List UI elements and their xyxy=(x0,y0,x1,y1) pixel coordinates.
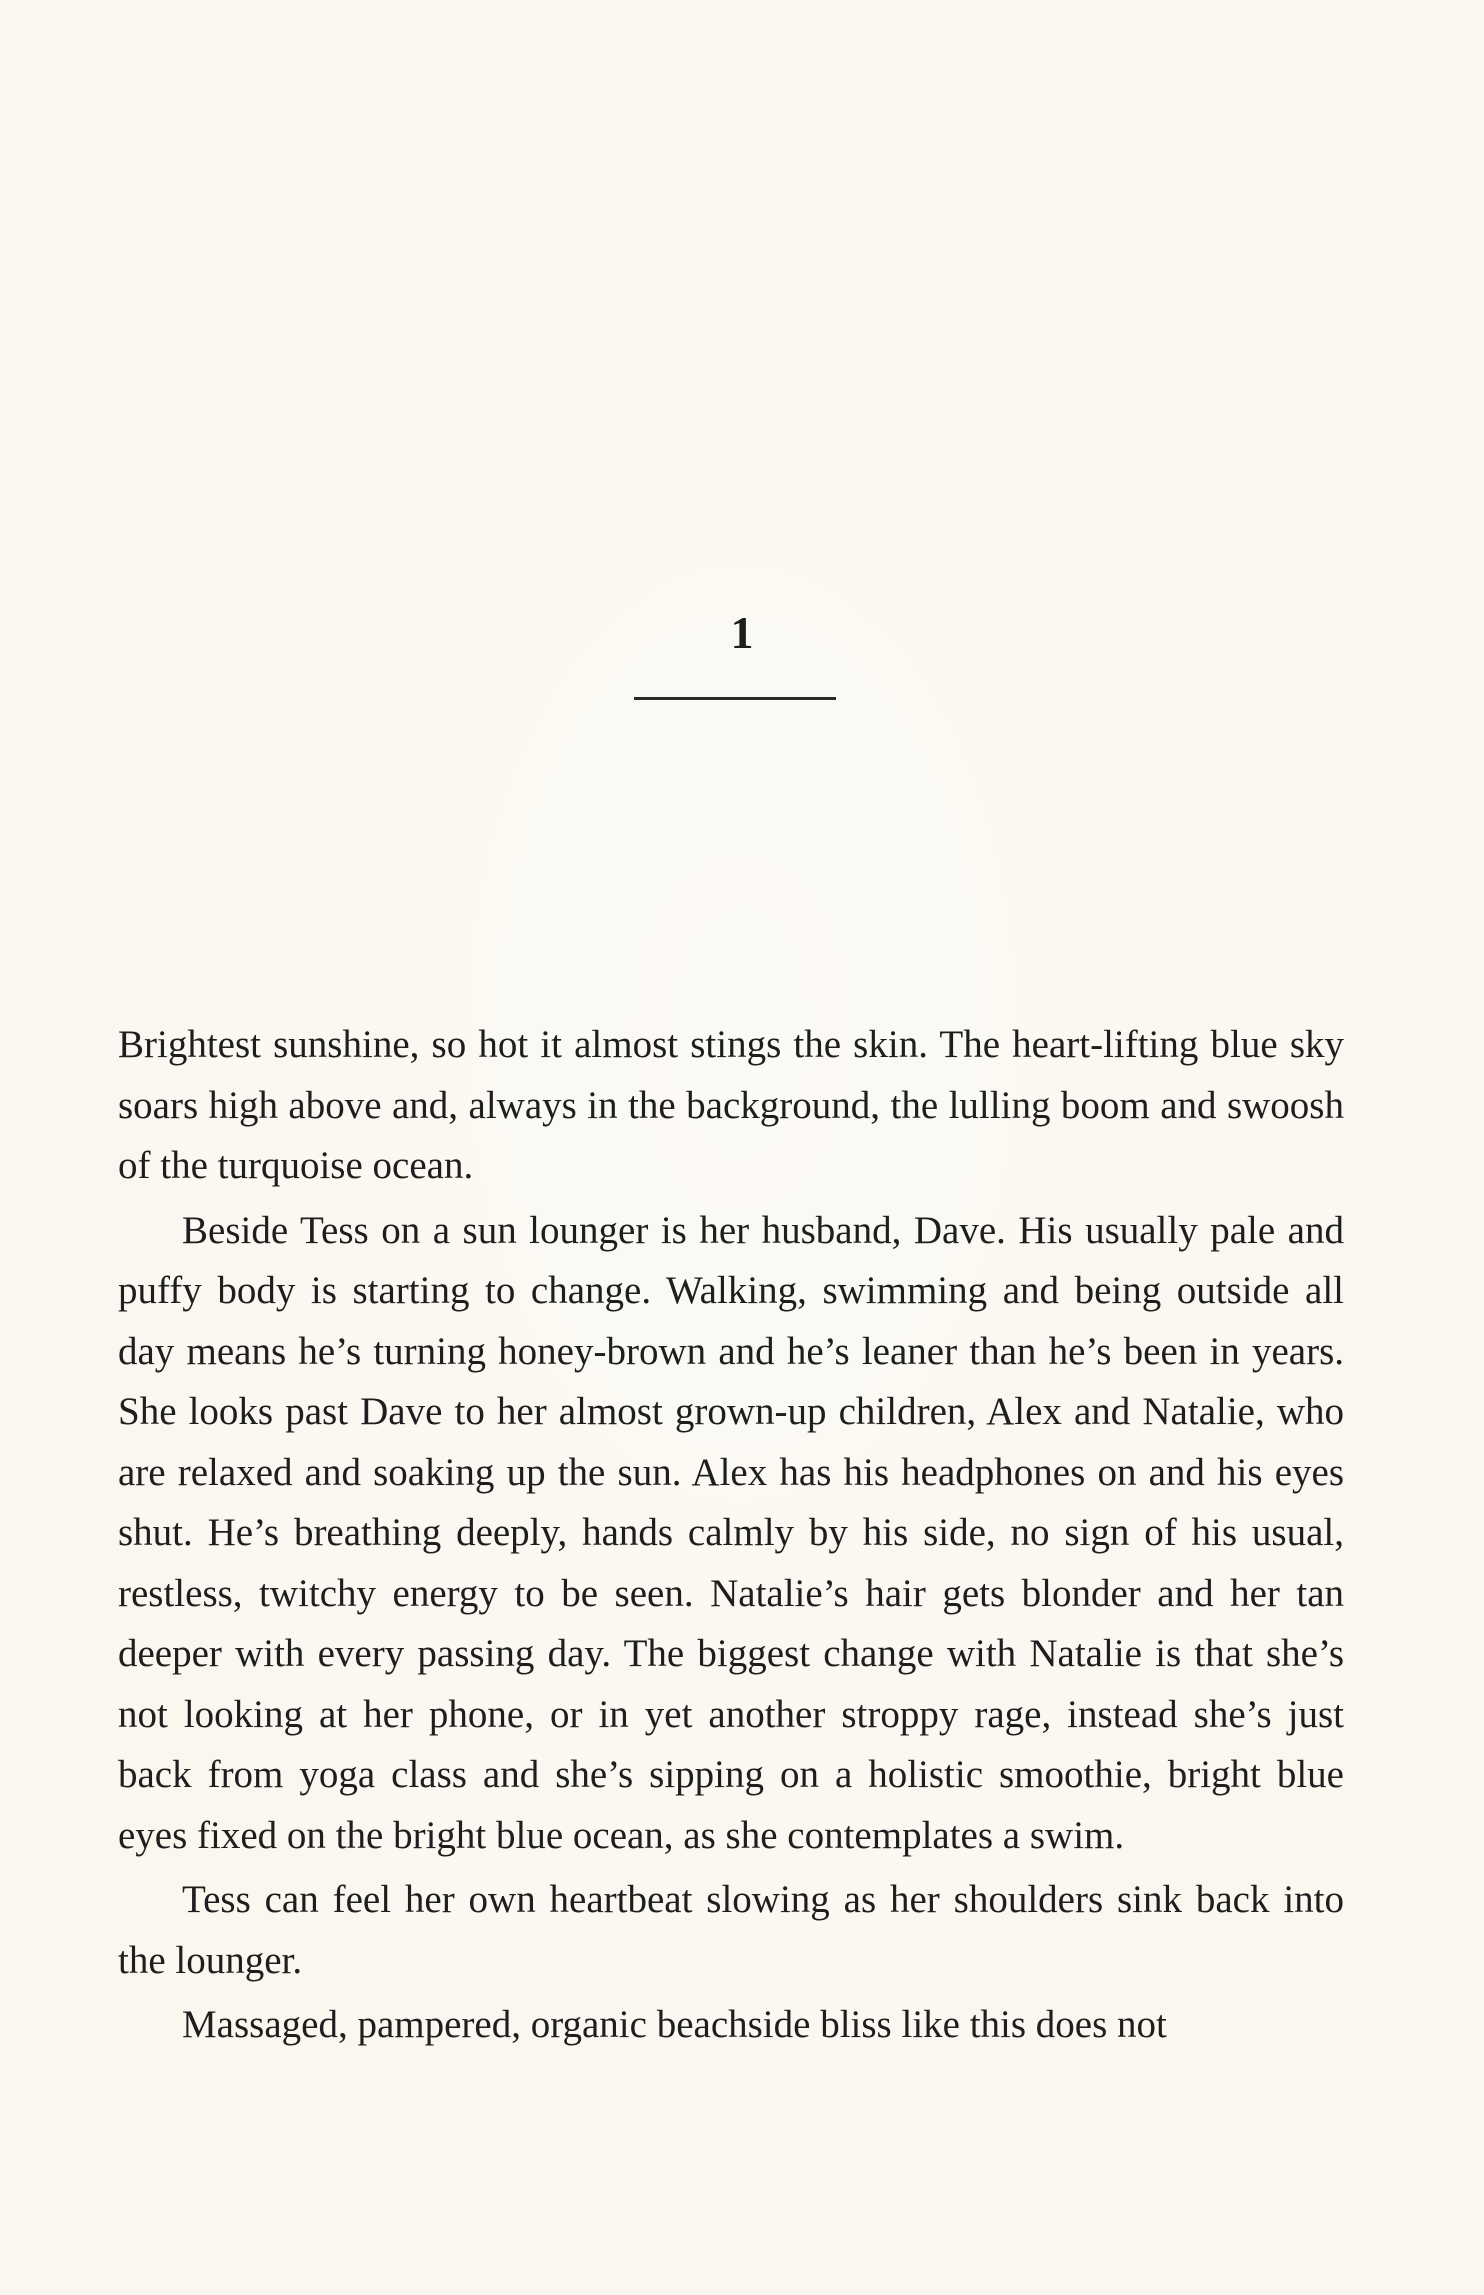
paragraph: Brightest sunshine, so hot it almost stings the skin. The heart-lifting blue sky soars high above and, always in the background, the lulling boom and swoosh of the turquoise ocean. xyxy=(118,1023,1344,1187)
chapter-rule xyxy=(634,697,836,700)
paragraph: Massaged, pampered, organic beachside bliss like this does not xyxy=(182,2003,1167,2046)
paragraph: Beside Tess on a sun lounger is her husband, Dave. His usually pale and puffy body is starting to change. Walking, swimming and being outside all day means he’s turning honey-brown and he’s leaner than he’s been in years. She looks past Dave to her almost grown-up children, Alex and Natalie, who are relaxed and soaking up the sun. Alex has his headphones on and his eyes shut. He’s breathing deeply, hands calmly by his side, no sign of his usual, restless, twitchy energy to be seen. Natalie’s hair gets blonder and her tan deeper with every passing day. The biggest change with Natalie is that she’s not looking at her phone, or in yet another stroppy rage, instead she’s just back from yoga class and she’s sipping on a holistic smoothie, bright blue eyes fixed on the bright blue ocean, as she contemplates a swim. xyxy=(118,1208,1344,1857)
paragraph: Tess can feel her own heartbeat slowing as her shoulders sink back into the lounger. xyxy=(118,1878,1344,1982)
chapter-body xyxy=(118,1015,1344,2060)
chapter-number: 1 xyxy=(730,607,754,658)
